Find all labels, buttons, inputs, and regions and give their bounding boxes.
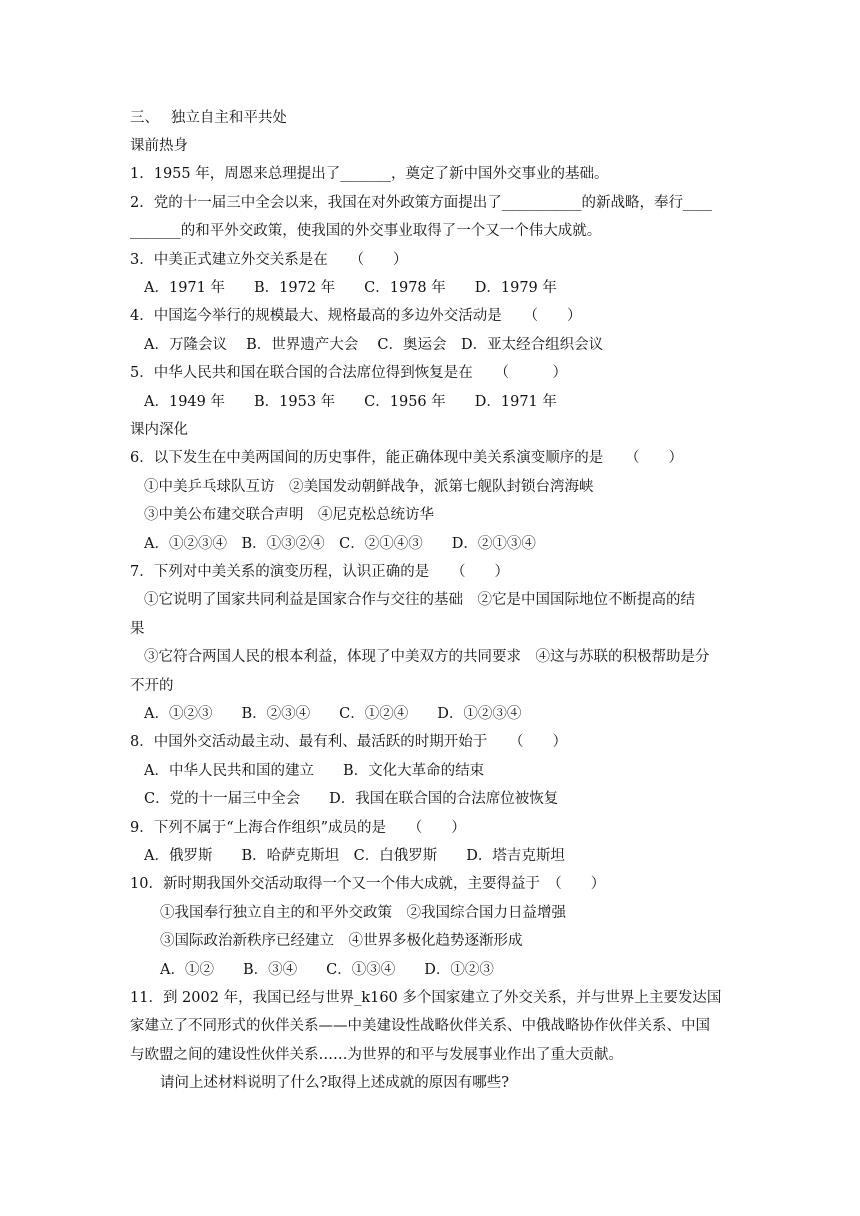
question-6-statement-2: ③中美公布建交联合声明 ④尼克松总统访华	[144, 507, 434, 523]
question-1: 1．1955 年，周恩来总理提出了_______，奠定了新中国外交事业的基础。	[130, 166, 609, 182]
question-9-options: A．俄罗斯 B．哈萨克斯坦 C．白俄罗斯 D．塔吉克斯坦	[144, 848, 565, 864]
question-5-options: A．1949 年 B．1953 年 C．1956 年 D．1971 年	[144, 394, 557, 410]
question-9: 9．下列不属于“上海合作组织”成员的是 （ ）	[130, 820, 466, 836]
question-4: 4．中国迄今举行的规模最大、规格最高的多边外交活动是 （ ）	[130, 308, 582, 324]
question-6: 6．以下发生在中美两国间的历史事件，能正确体现中美关系演变顺序的是 （ ）	[130, 450, 683, 466]
question-4-options: A．万隆会议 B．世界遗产大会 C．奥运会 D．亚太经合组织会议	[144, 337, 604, 353]
question-5: 5．中华人民共和国在联合国的合法席位得到恢复是在 （ ）	[130, 365, 567, 381]
question-3-options: A．1971 年 B．1972 年 C．1978 年 D．1979 年	[144, 280, 557, 296]
question-7-statement-1: ①它说明了国家共同利益是国家合作与交往的基础 ②它是中国国际地位不断提高的结	[144, 592, 695, 608]
section-title: 三、 独立自主和平共处	[130, 110, 287, 126]
question-8-options-1: A．中华人民共和国的建立 B．文化大革命的结束	[144, 763, 485, 779]
question-10: 10．新时期我国外交活动取得一个又一个伟大成就，主要得益于 （ ）	[130, 876, 606, 892]
question-10-statement-2: ③国际政治新秩序已经建立 ④世界多极化趋势逐渐形成	[160, 933, 523, 949]
question-7-statement-2-cont: 不开的	[130, 678, 174, 694]
question-8: 8．中国外交活动最主动、最有利、最活跃的时期开始于 （ ）	[130, 734, 567, 750]
question-10-statement-1: ①我国奉行独立自主的和平外交政策 ②我国综合国力日益增强	[160, 905, 566, 921]
question-7-statement-1-cont: 果	[130, 621, 145, 637]
question-2-line-1: 2．党的十一届三中全会以来，我国在对外政策方面提出了___________的新战略，奉行____	[130, 195, 712, 211]
question-2-line-2: _______的和平外交政策，使我国的外交事业取得了一个又一个伟大成就。	[130, 223, 602, 239]
pre-class-heading: 课前热身	[130, 138, 188, 154]
question-6-statement-1: ①中美乒乓球队互访 ②美国发动朝鲜战争，派第七舰队封锁台湾海峡	[144, 479, 594, 495]
question-6-options: A．①②③④ B．①③②④ C．②①④③ D．②①③④	[144, 536, 536, 552]
question-11-line-2: 家建立了不同形式的伙伴关系——中美建设性战略伙伴关系、中俄战略协作伙伴关系、中国	[130, 1018, 710, 1034]
question-11-line-1: 11．到 2002 年，我国已经与世界_k160 多个国家建立了外交关系，并与世界上主要发达国	[130, 990, 722, 1006]
in-class-heading: 课内深化	[130, 422, 188, 438]
question-7: 7．下列对中美关系的演变历程，认识正确的是 （ ）	[130, 564, 509, 580]
question-8-options-2: C．党的十一届三中全会 D．我国在联合国的合法席位被恢复	[144, 791, 559, 807]
question-11-prompt: 请问上述材料说明了什么?取得上述成就的原因有哪些?	[160, 1075, 510, 1091]
question-7-statement-2: ③它符合两国人民的根本利益，体现了中美双方的共同要求 ④这与苏联的积极帮助是分	[144, 649, 710, 665]
question-3: 3．中美正式建立外交关系是在 （ ）	[130, 252, 408, 268]
question-11-line-3: 与欧盟之间的建设性伙伴关系……为世界的和平与发展事业作出了重大贡献。	[130, 1047, 623, 1063]
question-10-options: A．①② B．③④ C．①③④ D．①②③	[160, 962, 494, 978]
question-7-options: A．①②③ B．②③④ C．①②④ D．①②③④	[144, 706, 522, 722]
